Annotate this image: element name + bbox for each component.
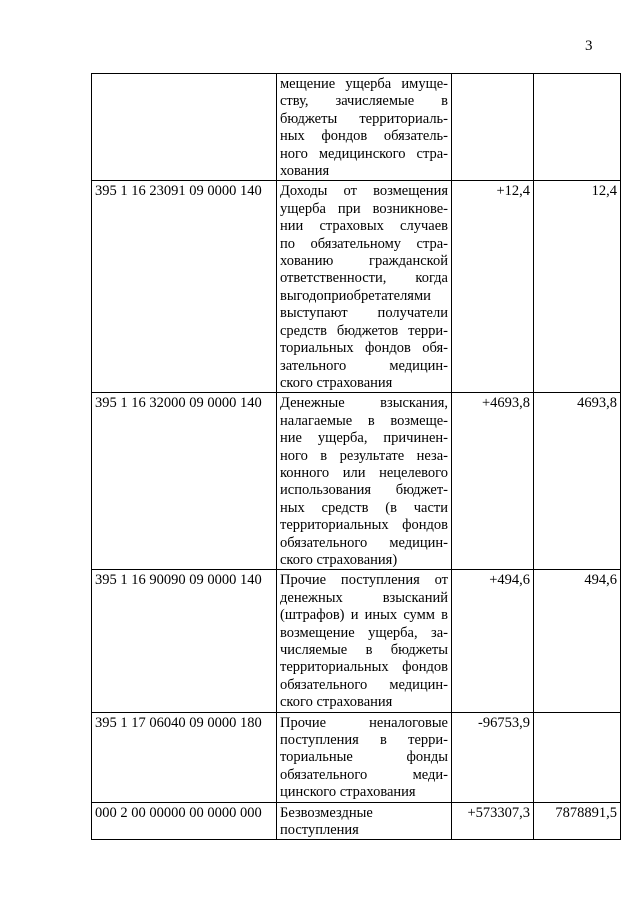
revenue-name-line: ответственности, когда (280, 270, 448, 287)
revenue-name-line: Денежные взыскания, (280, 395, 448, 412)
revenue-name-line: ториальных фондов обя- (280, 340, 448, 357)
change-amount-cell: +12,4 (452, 181, 534, 393)
page-number: 3 (585, 38, 593, 54)
total-amount-cell: 4693,8 (534, 393, 621, 570)
revenue-name-cell (277, 393, 452, 570)
table-row (92, 181, 621, 393)
budget-table (91, 73, 621, 840)
revenue-name-line: Прочие неналоговые (280, 714, 448, 731)
revenue-name-line: ных средств (в части (280, 499, 448, 516)
revenue-name-line: средств бюджетов терри- (280, 322, 448, 339)
revenue-name-cell (277, 802, 452, 840)
revenue-name-line: хованию гражданской (280, 253, 448, 270)
table-row (92, 570, 621, 712)
revenue-name-line: ного медицинского стра- (280, 145, 448, 162)
revenue-name-line: территориальных фондов (280, 659, 448, 676)
revenue-name-line: хования (280, 163, 330, 180)
revenue-name-line: Безвозмездные (280, 804, 373, 821)
revenue-name-line: налагаемые в возмеще- (280, 412, 448, 429)
revenue-name-line: Доходы от возмещения (280, 183, 448, 200)
revenue-name-line: поступления (280, 822, 359, 839)
revenue-name-line: по обязательному стра- (280, 235, 448, 252)
total-amount-cell: 7878891,5 (534, 802, 621, 840)
revenue-name-cell (277, 181, 452, 393)
table-row (92, 393, 621, 570)
revenue-name-cell (277, 570, 452, 712)
revenue-name-line: числяемые в бюджеты (280, 642, 448, 658)
revenue-name-line: мещение ущерба имуще- (280, 76, 448, 92)
revenue-code-cell: 395 1 16 32000 09 0000 140 (92, 393, 277, 570)
revenue-name-line: территориальных фондов (280, 517, 448, 534)
table-row (92, 712, 621, 802)
revenue-name-line: возмещение ущерба, за- (280, 624, 448, 641)
revenue-name-line: ского страхования) (280, 551, 398, 568)
revenue-name-line: ториальные фонды (280, 749, 448, 766)
revenue-name-line: ского страхования (280, 694, 393, 711)
change-amount-cell: +494,6 (452, 570, 534, 712)
table-row (92, 74, 621, 181)
change-amount-cell: +4693,8 (452, 393, 534, 570)
revenue-name-cell (277, 712, 452, 802)
revenue-name-line: цинского страхования (280, 784, 416, 801)
table-row (92, 802, 621, 840)
change-amount-cell (452, 74, 534, 181)
revenue-code-cell (92, 74, 277, 181)
revenue-name-line: денежных взысканий (280, 589, 448, 606)
revenue-name-line: Прочие поступления от (280, 572, 448, 589)
total-amount-cell: 494,6 (534, 570, 621, 712)
revenue-name-cell (277, 74, 452, 181)
revenue-name-line: ского страхования (280, 374, 393, 391)
revenue-name-line: конного или нецелевого (280, 464, 448, 481)
revenue-name-line: обязательного медицин- (280, 534, 448, 551)
revenue-code-cell: 395 1 16 90090 09 0000 140 (92, 570, 277, 712)
revenue-name-line: зательного медицин- (280, 357, 448, 374)
change-amount-cell: -96753,9 (452, 712, 534, 802)
revenue-name-line: обязательного медицин- (280, 676, 448, 693)
revenue-name-line: ных фондов обязатель- (280, 128, 448, 145)
revenue-name-line: выступают получатели (280, 305, 448, 322)
revenue-name-line: бюджеты территориаль- (280, 110, 448, 127)
total-amount-cell (534, 74, 621, 181)
revenue-code-cell: 395 1 16 23091 09 0000 140 (92, 181, 277, 393)
revenue-name-line: обязательного меди- (280, 766, 448, 783)
revenue-name-line: ного в результате неза- (280, 447, 448, 464)
revenue-name-line: ние ущерба, причинен- (280, 430, 448, 447)
revenue-code-cell: 395 1 17 06040 09 0000 180 (92, 712, 277, 802)
revenue-code-cell: 000 2 00 00000 00 0000 000 (92, 802, 277, 840)
change-amount-cell: +573307,3 (452, 802, 534, 840)
revenue-name-line: поступления в терри- (280, 732, 448, 749)
revenue-name-line: выгодоприобретателями (280, 287, 431, 304)
revenue-name-line: ству, зачисляемые в (280, 93, 448, 110)
revenue-name-line: нии страховых случаев (280, 218, 448, 235)
total-amount-cell: 12,4 (534, 181, 621, 393)
revenue-name-line: (штрафов) и иных сумм в (280, 607, 448, 624)
revenue-name-line: ущерба при возникнове- (280, 200, 448, 217)
revenue-name-line: использования бюджет- (280, 482, 448, 499)
total-amount-cell (534, 712, 621, 802)
